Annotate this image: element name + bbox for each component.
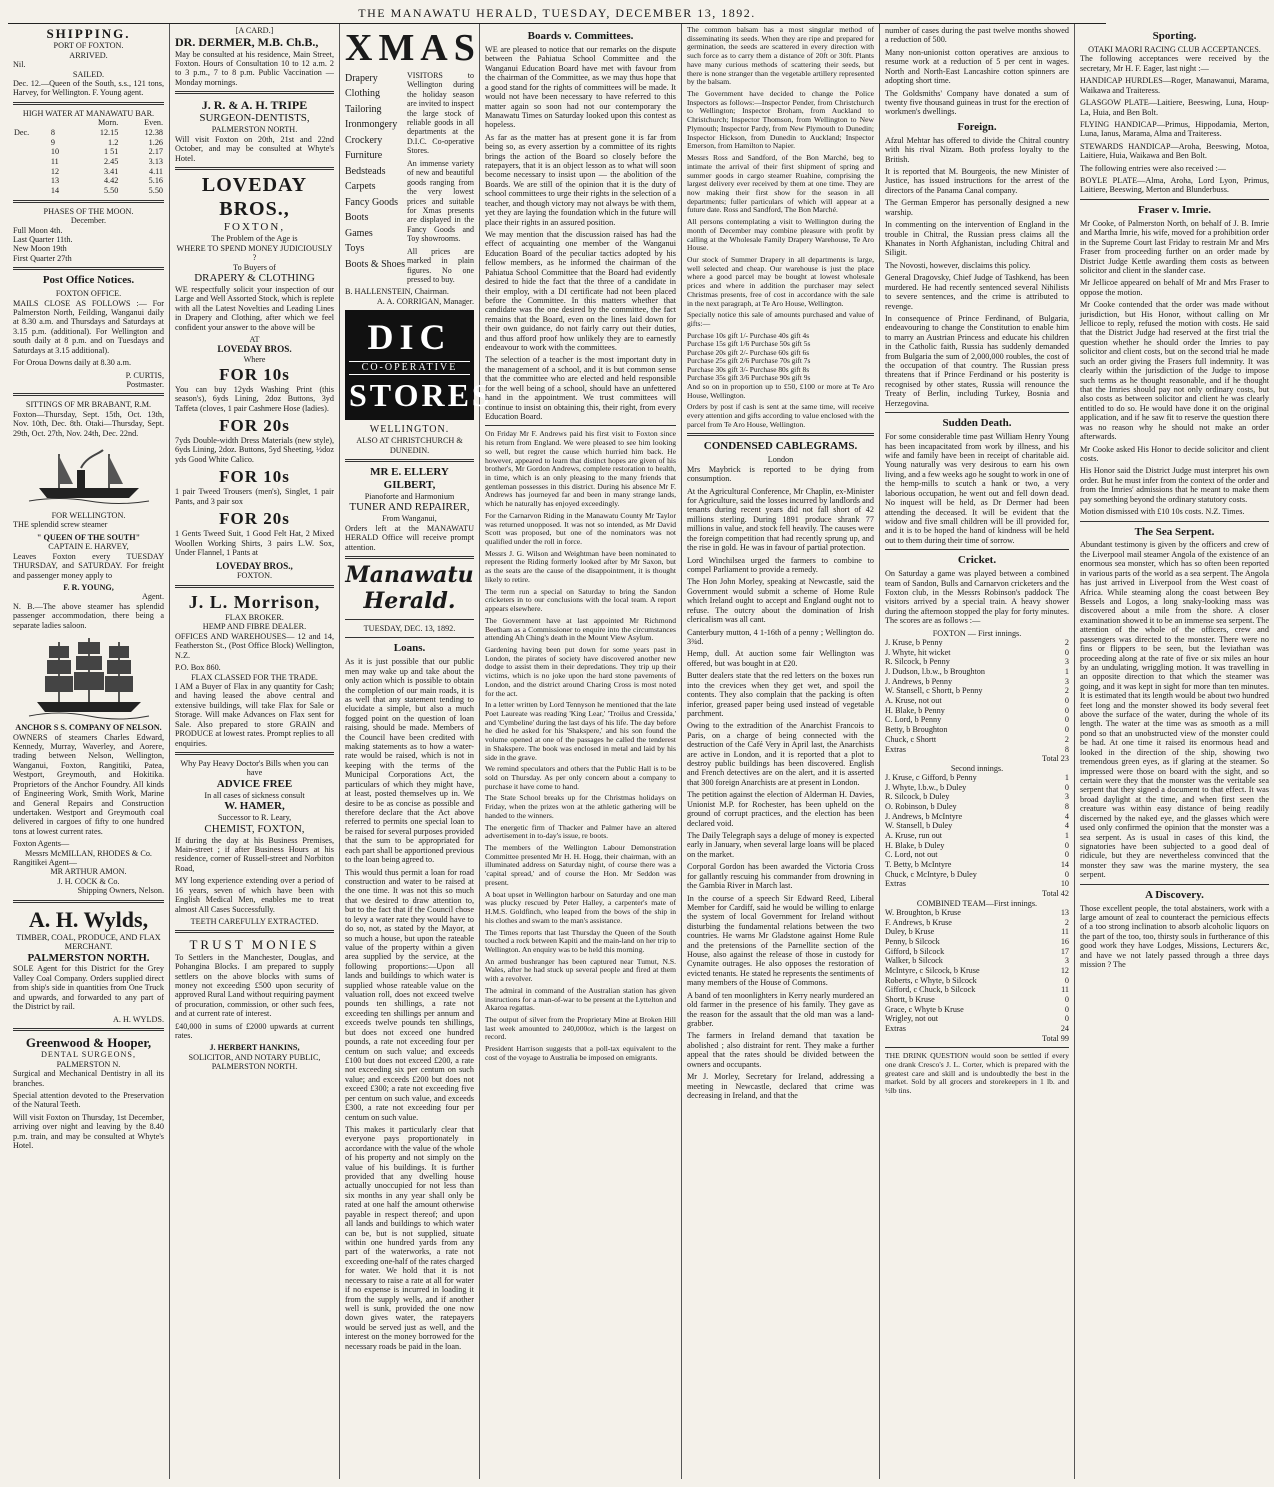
shipping-heading: SHIPPING. bbox=[46, 26, 131, 41]
loveday-to-buyers: To Buyers of bbox=[233, 262, 276, 272]
foreign-p7: In consequence of Prince Ferdinand, of Bulgaria, endeavouring to change the Constitution to enable him to marry an Austrian Princess and educate his children in the Catholic faith, Russia has suddenly demanded from Bulgaria the sum of 2,000,000 roubles, the cost of the occupation of that country. The Russian press threatens that if Prince Ferdinand or his posterity is recognised by other states, Russia will renounce the Treaty of Berlin, including Turkey, Bosnia and Herzegovina. bbox=[885, 313, 1069, 408]
loveday-for-20s: FOR 20s bbox=[219, 416, 290, 436]
loveday-t2: 7yds Double-width Dress Materials (new style), 6yds Lining, 2doz. Buttons, 5yd Sheeting, ½doz yds Good White Calico. bbox=[175, 436, 334, 464]
innings-heading: Second innings. bbox=[950, 763, 1004, 773]
column-6 bbox=[880, 24, 1075, 1479]
purchase-row: Purchase 30s gift 3/- Purchase 80s gift 8s bbox=[687, 364, 810, 374]
loveday-at2: LOVEDAY BROS. bbox=[217, 344, 292, 355]
cable-p5: Canterbury mutton, 4 1-16th of a penny ; Wellington do. 3¾d. bbox=[687, 627, 874, 646]
anchor-sign2: Shipping Owners, Nelson. bbox=[77, 886, 164, 896]
local-news: President Harrison suggests that a poll-tax equivalent to the cost of the voyage to Australia be imposed on emigrants. bbox=[485, 1044, 676, 1062]
cable-p7: Butter dealers state that the red letters on the boxes run into the crevices when they get wet, and spoil the contents. They also complain that the packing is often inferior, greased paper being used instead of vegetable parchment. bbox=[687, 671, 874, 718]
boards-p1: WE are pleased to notice that our remarks on the dispute between the Pahiatua School Committee and the Wanganui Education Board have met with favour from the chairman of the Committee, as we may thus hope that a good stand for the rights of committees will be made. It would not have been necessary to have referred to this matter again so soon had not our contemporary the Manawatu Times on Saturday looked upon this contest as hopeless. bbox=[485, 44, 676, 130]
sittings-text: Foxton—Thursday, Sept. 15th, Oct. 13th, Nov. 10th, Dec. 8th. Otaki—Thursday, Sept. 29th, Oct. 27th, Nov. 24th, Dec. 22nd. bbox=[13, 409, 164, 438]
xmas-sign-manager: A. A. CORRIGAN, Manager. bbox=[376, 296, 474, 306]
sporting-heading: Sporting. bbox=[1152, 30, 1197, 42]
tripe-text: Will visit Foxton on 20th, 21st and 22nd October, and may be consulted at Whyte's Hotel. bbox=[175, 134, 334, 163]
purchase-row: Purchase 35s gift 3/6 Purchase 90s gift 9s bbox=[687, 373, 811, 383]
cricket-p1: On Saturday a game was played between a combined team of Sandon, Bulls and Carnarvon cricketers and the Foxton club, in the Messrs Robinson's paddock The visitors arrived by a special train. A heavy shower during the afternoon stopped the play for forty minutes. The scores are as follows :— bbox=[885, 569, 1069, 626]
shipping-arrived: ARRIVED. bbox=[69, 50, 108, 60]
loveday-drapery: DRAPERY & CLOTHING bbox=[194, 271, 315, 284]
morrison-name: J. L. Morrison, bbox=[188, 591, 321, 612]
herald-title: Manawatu Herald. bbox=[345, 561, 474, 614]
shipping-sailed: SAILED. bbox=[72, 69, 105, 79]
local-news: The admiral in command of the Australian station has given instructions for a man-of-war to be present at the Lyttelton and Akaroa regattas. bbox=[485, 985, 676, 1013]
dic-logo-text: DIC bbox=[367, 317, 452, 358]
cable-p2: At the Agricultural Conference, Mr Chaplin, ex-Minister for Agriculture, said the losses incurred by landlords and tenants during recent years did not fall short of 42 millions sterling. During 1891 produce shrank 77 millions in value, and stock fell heavily. The causes were the foreign competition that had recently sprung up, and the rise in gold. He was in favour of partial protection. bbox=[687, 486, 874, 553]
score-row: Gifford, c Chuck, b Silcock 11 bbox=[885, 985, 1069, 995]
cable-p14: The farmers in Ireland demand that taxation be abolished ; also distraint for rent. They make a further appeal that the rates should be divided between the owners and occupants. bbox=[687, 1031, 874, 1069]
score-row: J. Kruse, c Gifford, b Penny 1 bbox=[885, 773, 1069, 783]
sporting-p4: FLYING HANDICAP—Primus, Hippodamia, Merton, Luna, Ianus, Marama, Alma and Traiteress. bbox=[1080, 119, 1269, 139]
sporting-p2: HANDICAP HURDLES—Roger, Manawanui, Marama, Waikawa and Traiteress. bbox=[1080, 76, 1269, 95]
score-row: C. Lord, b Penny 0 bbox=[885, 715, 1069, 725]
anchor-sign: J. H. COCK & Co. bbox=[57, 876, 120, 886]
drink-ad: THE DRINK QUESTION would soon be settled if every one drank Cresco's J. L. Corter, which is prepared with the greatest care and skill and is undoubtedly the best in the market. Sold by all grocers and storekeepers in 1 lb. and ½lb tins. bbox=[885, 1051, 1069, 1095]
gilbert-name: MR E. ELLERY GILBERT, bbox=[370, 465, 449, 491]
cable-p8: Owing to the extradition of the Anarchist Francois to Paris, on a charge of being connected with the destruction of the Café Very in April last, the Anarchists are active in London, and it is reported that a plot to destroy public buildings has been discovered. English and French detectives are on the alert, and it is asserted that 300 foreign Anarchists are at present in London. bbox=[687, 721, 874, 787]
moon-heading: PHASES OF THE MOON. bbox=[43, 206, 134, 216]
column-1 bbox=[8, 24, 170, 1479]
sittings-heading: SITTINGS OF MR BRABANT, R.M. bbox=[25, 400, 152, 410]
wellington-text1: THE splendid screw steamer bbox=[13, 520, 108, 530]
loveday-name: LOVEDAY BROS., bbox=[201, 174, 308, 220]
xmas-item: Carpets bbox=[345, 181, 376, 193]
score-row: J. Dudson, l.b.w., b Broughton 1 bbox=[885, 667, 1069, 677]
purchase-row: Purchase 10s gift 1/- Purchase 40s gift 4s bbox=[687, 330, 810, 340]
xmas-text1: VISITORS to Wellington during the holiday season are invited to inspect the large stock of reliable goods in all departments at the D.I.C. Co-operative Stores. bbox=[407, 70, 474, 156]
dic-also: ALSO AT CHRISTCHURCH & DUNEDIN. bbox=[356, 436, 463, 455]
local-news: We remind speculators and others that the Public Hall is to be sold on Thursday. As per only concern about a company to purchase it have come to hand. bbox=[485, 764, 676, 791]
wylds-name: A. H. Wylds, bbox=[28, 906, 149, 932]
xmas-item: Drapery bbox=[345, 72, 378, 84]
local-news: The energetic firm of Thacker and Palmer have an altered advertisement in to-day's issue, re boots. bbox=[485, 822, 676, 841]
sea-serpent-p1: Abundant testimony is given by the officers and crew of the Liverpool mail steamer Angola of the existence of an enormous sea monster, which has so often been reported in various parts of the world as a sea serpent. The Angola has just arrived in Liverpool from the West coast of Africa. While steaming along the coast between Bey Bessels and Logos, a long snaky-looking mass was discovered about a mile from the shore. A closer examination showed it to be an immense sea serpent. The attention of the whole of the officers, crew and passengers was directed to the monster. There were no fins or flippers to be seen, but the leviathan was proceeding along at the rate of five or six miles an hour by an undulating, wriggling motion. It was travelling in an opposite direction to that which the steamer was going, and it was kept in sight for more than ten minutes. It is estimated that its length would be about two hundred feet long and the monster showed its body several feet above the surface of the water, during the whole of its length. The water at the time was as smooth as a mill pond so that an unobstructed view of the monster could be had. At one time it raised its enormous head and looked in the direction of the ship, showing two tremendous green eyes, as if glaring at the steamer. So impressed were those on board with the sight, and so certain were they that the monster was the veritable sea serpent that they signed a document to that effect. It was broad daylight at the time, and when first seen the creature was within easy distance of being readily discerned by the naked eye, and the glasses which were used only confirmed the opinion that the monster was a sea serpent. As is usual in cases of this kind, the signatories have been subjected to a good deal of ridicule, but they are nevertheless convinced that the monster they saw was the marine mystery, the sea serpent. bbox=[1080, 540, 1269, 880]
moon-row: Last Quarter 11th. bbox=[13, 234, 73, 244]
wylds-text: SOLE Agent for this District for the Grey Valley Coal Company. Orders supplied direct from ship's side in quantities from One Truck and upwards, and forwarded to any part of the District by rail. bbox=[13, 964, 164, 1012]
tide-row: 9 1.2 1.26 bbox=[50, 137, 163, 147]
xmas-sign-chairman: B. HALLENSTEIN, Chairman. bbox=[345, 287, 449, 297]
tide-col: Even. bbox=[144, 118, 163, 128]
loveday-t3: 1 pair Tweed Trousers (men's), Singlet, 1 pair Pants, and 3 pair sox bbox=[175, 487, 334, 506]
hamer-q: Why Pay Heavy Doctor's Bills when you can have bbox=[180, 758, 329, 778]
xmas-item: Boots & Shoes bbox=[345, 258, 406, 270]
tide-table bbox=[13, 118, 164, 195]
score-row: Betty, b Broughton 0 bbox=[885, 725, 1069, 735]
local-news: On Friday Mr F. Andrews paid his first visit to Foxton since his return from England. We were pleased to see him looking so well, but regret the cause which hurried him back. He however, appeared to learn that distinct hopes are given of his brother's, Mr Gordon Andrews, complete restoration to health, in time, which is an only pleasing to the many friends that gentleman possesses in this district. During his absence Mr F. Andrews has journeyed far and been in many strange lands, which he naturally has enjoyed exceedingly. bbox=[485, 429, 676, 509]
score-row: W. Stansell, b Duley 4 bbox=[885, 821, 1069, 831]
local-news: For the Carnarvon Riding in the Manawatu County Mr Taylor was returned unopposed. It was not so intended, as Mr David Scott was proposed, but one of the nominators was not qualified under the roll in force. bbox=[485, 510, 676, 547]
tide-row: Dec. 8 12.15 12.38 bbox=[14, 127, 163, 137]
foreign-p2: It is reported that M. Bourgeois, the new Minister of Justice, has issued instructions for the arrest of the directors of the Panama Canal company. bbox=[885, 167, 1069, 195]
morrison-box: P.O. Box 860. bbox=[175, 663, 221, 673]
balsam-p2: The Government have decided to change the Police Inspectors as follows:—Inspector Pender, from Christchurch to Wellington; Inspector Broham, from Auckland to Christchurch; Inspector Thomson, from Wellington to New Plymouth; Inspector Pardy, from New Plymouth to Dunedin; Inspector Hickson, from Dunedin to Auckland; Inspector Emerson, from Hamilton to Napier. bbox=[687, 89, 874, 151]
tripe-name: J. R. & A. H. TRIPE bbox=[201, 98, 308, 113]
cable-london: London bbox=[767, 455, 794, 465]
cable-p10: The Daily Telegraph says a deluge of money is expected early in January, when several large loans will be placed on the market. bbox=[687, 830, 874, 859]
wylds-place: PALMERSTON NORTH. bbox=[27, 951, 150, 964]
score-row: J. Whyte, l.b.w., b Duley 0 bbox=[885, 782, 1069, 792]
loans-p3: This makes it particularly clear that everyone pays proportionately in accordance with the value of the whole of his property and not simply on the value of his buildings. It is further provided that any dwelling house actually unoccupied for not less than six months in any year shall only be rated at one half the amount otherwise payable in respect thereof; and upon all lands and buildings to which water can be, but is not supplied, situate within one hundred yards from any part of the waterworks, a rate not exceeding one-half of the rates charged for water. We hold that it is not necessary to raise a rate at all for water if no expense is incurred in loading it from the supply wells, and if another well is sunk, provided the one now down gives water, the ratepayers would be served just as well, and the interest on the money borrowed for the necessary roads be paid in the loan. bbox=[345, 1124, 474, 1351]
xmas-item: Toys bbox=[345, 243, 365, 255]
otaki-heading: OTAKI MAORI RACING CLUB ACCEPTANCES. bbox=[1088, 44, 1261, 54]
loveday-t4: 1 Gents Tweed Suit, 1 Good Felt Hat, 2 Mixed Woollen Working Shirts, 3 pairs L.W. Sox, Under Flannel, 1 Pants at bbox=[175, 529, 334, 558]
shipping-sailed-text: Dec. 12.—Queen of the South, s.s., 121 tons, Harvey, for Wellington. F. Young agent. bbox=[13, 79, 164, 98]
xmas-item: Crockery bbox=[345, 134, 383, 146]
score-row: J. Andrews, b McIntyre 4 bbox=[885, 811, 1069, 821]
purchase-row: Purchase 25s gift 2/6 Purchase 70s gift 7s bbox=[687, 356, 811, 366]
cable-p13: A band of ten moonlighters in Kerry nearly murdered an old farmer in the presence of his family. They gave as the reason for the assault that the old man was a land-grabber. bbox=[687, 990, 874, 1028]
loveday-problem: The Problem of the Age is bbox=[211, 234, 298, 244]
fraser-p4: Mr Cooke asked His Honor to decide solicitor and client costs. bbox=[1080, 444, 1269, 463]
score-row: Penny, b Silcock 16 bbox=[885, 936, 1069, 946]
boards-heading: Boards v. Committees. bbox=[527, 30, 634, 42]
loveday-t1: You can buy 12yds Washing Print (this season's), 6yds Lining, 2doz Buttons, 3yd Taffeta (cloves, 1 pair Cashmere Hose (ladies). bbox=[175, 384, 334, 413]
score-row: A. Kruse, not out 0 bbox=[885, 696, 1069, 706]
score-row: O. Robinson, b Duley 8 bbox=[885, 802, 1069, 812]
score-row: H. Blake, b Penny 0 bbox=[885, 705, 1069, 715]
balsam-p1: The common balsam has a most singular method of disseminating its seeds. When they are ripe and prepared for germination, the seeds are scattered in every direction with such force as to carry them a distance of 20ft or 30ft. Plants have many curious methods of scattering their seeds, but there is none stranger than the vegetable artillery represented by the balsam. bbox=[687, 25, 874, 87]
xmas-item: Tailoring bbox=[345, 103, 382, 115]
greenwood-name: Greenwood & Hooper, bbox=[25, 1035, 152, 1051]
moon-row: Full Moon 4th. bbox=[13, 225, 63, 235]
cable-p1: Mrs Maybrick is reported to be dying from consumption. bbox=[687, 464, 874, 484]
hamer-teeth: TEETH CAREFULLY EXTRACTED. bbox=[190, 916, 319, 926]
loveday-text: WE respectfully solicit your inspection of our Large and Well Assorted Stock, which is replete with all the Latest Novelties and Leading Lines in Drapery and Clothing, after which we feel confident your answer to the above will be bbox=[175, 284, 334, 332]
balsam-p8: Orders by post if cash is sent at the same time, will receive every attention and gifts according to value enclosed with the parcel from Te Aro House, Wellington. bbox=[687, 402, 874, 429]
score-row: R. Silcock, b Penny 3 bbox=[885, 657, 1069, 667]
score-row: Chuck, c McIntyre, b Duley 0 bbox=[885, 869, 1069, 879]
tide-row: 10 1 51 2.17 bbox=[50, 147, 163, 157]
wellington-heading: FOR WELLINGTON. bbox=[51, 511, 126, 521]
local-news: The output of silver from the Proprietary Mine at Broken Hill last week amounted to 240,000oz, which is the largest on record. bbox=[485, 1014, 676, 1042]
foreign-p1: Afzul Mehtar has offered to divide the Chitral country with his rival Nizam. Both profess loyalty to the British. bbox=[885, 135, 1069, 164]
wylds-sign: A. H. WYLDS. bbox=[112, 1014, 164, 1024]
post-heading: Post Office Notices. bbox=[42, 274, 135, 287]
foreign-p3: The German Emperor has personally designed a new warship. bbox=[885, 198, 1069, 217]
score-row: Extras 10 bbox=[885, 879, 1069, 889]
shipping-port: PORT OF FOXTON. bbox=[53, 41, 124, 51]
loveday-sign: LOVEDAY BROS., bbox=[216, 560, 293, 571]
purchase-row: Purchase 20s gift 2/- Purchase 60s gift 6s bbox=[687, 347, 810, 357]
greenwood-text2: Special attention devoted to the Preservation of the Natural Teeth. bbox=[13, 1091, 164, 1110]
local-news: Gardening having been put down for some years past in London, the pirates of society have discovered another new dodge to assist them in their depredations. They trip up their victims, which is no joke upon the hard stone pavements of London, and the district around Charing Cross is most noted for the act. bbox=[485, 644, 676, 698]
anchor-agents-label: Foxton Agents— bbox=[13, 839, 70, 849]
score-row: Duley, b Kruse 11 bbox=[885, 927, 1069, 937]
cable-p11: Corporal Gordon has been awarded the Victoria Cross for gallantly rescuing his commander from drowning in the Gambia River in March last. bbox=[687, 862, 874, 891]
steamer-illustration bbox=[13, 441, 164, 511]
score-row: Chuck, c Shortt 2 bbox=[885, 734, 1069, 744]
post-sign2: Postmaster. bbox=[126, 379, 164, 389]
score-row: W. Stansell, c Shortt, b Penny 2 bbox=[885, 686, 1069, 696]
trust-sign: J. HERBERT HANKINS, bbox=[209, 1043, 300, 1053]
morrison-trade: FLAX BROKER. bbox=[225, 613, 284, 623]
loveday-at: AT bbox=[249, 335, 260, 344]
xmas-item: Clothing bbox=[345, 88, 381, 100]
discovery-p1: Those excellent people, the total abstainers, work with a large amount of zeal to counteract the pernicious effects of a too strong inclination to absorb alcoholic liquors on the part of the too, too, thirsty souls in furtherance of this good work they have Lodges, Missions, Lecturers &c, and have we not lately passed through a three days mission ? The bbox=[1080, 903, 1269, 970]
hamer-text: If during the day at his Business Premises, Main-street ; if after Business Hours at his residence, corner of Russell-street and Norbiton Road, bbox=[175, 835, 334, 873]
loveday-where: Where bbox=[243, 355, 266, 365]
morrison-offices: OFFICES AND WAREHOUSES— 12 and 14, Featherston St., (Post Office Block) Wellington, N.Z. bbox=[175, 631, 334, 660]
innings-heading: COMBINED TEAM—First innings. bbox=[916, 898, 1038, 908]
score-row: Grace, c Whyte b Kruse 0 bbox=[885, 1004, 1069, 1014]
loans-p2: This would thus permit a loan for road construction and water to be raised at the one time. It was not this so much that we desired to draw attention to, but to the fact that if the Council chose to levy a water rate they would have to do so, not, as stated by the Mayor, at so much a house, but upon the rateable value of the property within a given area supplied by the service, at the following proportions:—Upon all lands and buildings to which water is supplied whose rateable value on the valuation roll, does not exceed twelve pounds ten shillings, a rate not exceeding ten shillings per annum and exceeds twelve pounds ten shillings, but does not exceed one hundred pounds, a rate not exceeding four per centum on such value; and exceeds £100 but does not exceed £200, a rate not exceeding six per centum on such value; and exceeds £200 but does not exceed £300; a rate not exceeding five per centum on such value, and exceeds £300, a rate not exceeding four per centum on such value. bbox=[345, 867, 474, 1122]
dic-place: WELLINGTON. bbox=[369, 424, 450, 436]
wellington-nb: N. B.—The above steamer has splendid passenger accommodation, there being a separate ladies saloon. bbox=[13, 601, 164, 630]
gilbert-trade: Pianoforte and Harmonium bbox=[364, 491, 455, 501]
xmas-text3: All prices are marked in plain figures. No one pressed to buy. bbox=[407, 246, 474, 285]
cable-p15: Mr J. Morley, Secretary for Ireland, addressing a meeting in Newcastle, declared that crime was decreasing in Ireland, and that the bbox=[687, 1072, 874, 1100]
tide-heading: HIGH WATER AT MANAWATU BAR. bbox=[22, 108, 155, 118]
score-row: Extras 24 bbox=[885, 1023, 1069, 1033]
cable-p4: The Hon John Morley, speaking at Newcastle, said the Government would submit a scheme of Home Rule which Ireland ought to accept and England ought not to refuse. The outcry about the domination of Irish clericalism was all cant. bbox=[687, 577, 874, 625]
fraser-p1: Mr Cooke, of Palmerston North, on behalf of J. B. Imrie and Martha Imrie, his wife, moved for a prohibition order in the Supreme Court last Friday to restrain Mr and Mrs Fraser from proceeding further on an order made by District Judge Kettle awarding them costs as between solicitor and client in the slander case. bbox=[1080, 218, 1269, 275]
score-row: W. Broughton, b Kruse 13 bbox=[885, 907, 1069, 917]
fraser-p3: Mr Cooke contended that the order was made without jurisdiction, but His Honor, without calling on Mr Jellicoe to reply, refused the motion with costs. He said that the District Judge had reserved at the first trial the question whether he should order the Imries to pay solicitor and client costs, but on the second trial he made such an order giving the Frasers full indemnity. It was clearly within the jurisdiction of the Judge to impose such terms as he thought reasonable, and if he thought that the Imries should pay not only ordinary costs, but also costs as between solicitor and client he was clearly entitled to do so. He would have done it on the original application, and if he saw fit to reserve the question there was no reason why he should not make an order afterwards. bbox=[1080, 300, 1269, 442]
sporting-p7: BOYLE PLATE—Alma, Aroha, Lord Lyon, Primus, Laitiere, Beeswing, Merton and Blunderbuss. bbox=[1080, 176, 1269, 195]
trust-sign2: SOLICITOR, AND NOTARY PUBLIC, bbox=[188, 1052, 321, 1062]
trust-sign3: PALMERSTON NORTH. bbox=[211, 1062, 298, 1072]
cricket-heading: Cricket. bbox=[957, 554, 997, 567]
greenwood-place: PALMERSTON N. bbox=[56, 1059, 121, 1069]
local-news: The Times reports that last Thursday the Queen of the South touched a rock between Kapiti and the main-land on her trip to Wellington. An enquiry was to be held this morning. bbox=[485, 927, 676, 954]
tide-row: 12 3.41 4.11 bbox=[50, 166, 163, 176]
greenwood-trade: DENTAL SURGEONS, bbox=[40, 1050, 137, 1060]
local-news: The State School breaks up for the Christmas holidays on Friday, when the prizes won at the athletic gathering will be handed to the winners. bbox=[485, 793, 676, 820]
post-text: MAILS CLOSE AS FOLLOWS :— For Palmerston North, Feilding, Wanganui daily at 8.30 a.m. and Thursdays and Saturdays at 3.15 p.m. (additional). For Wellington and south daily at 8 p.m. and on Tuesdays and Saturdays at 3.15 additional). bbox=[13, 298, 164, 355]
column-2 bbox=[170, 24, 340, 1479]
hamer-trade: CHEMIST, FOXTON, bbox=[204, 822, 305, 835]
trust-sum: £40,000 in sums of £2000 upwards at current rates. bbox=[175, 1021, 334, 1041]
xmas-item: Ironmongery bbox=[345, 119, 398, 131]
score-total: Total 42 bbox=[1042, 889, 1069, 899]
cable-heading: CONDENSED CABLEGRAMS. bbox=[703, 440, 858, 453]
score-row: J. Whyte, hit wicket 0 bbox=[885, 647, 1069, 657]
score-total: Total 23 bbox=[1042, 754, 1069, 764]
morrison-classed: FLAX CLASSED FOR THE TRADE. bbox=[191, 672, 318, 682]
loveday-sign2: FOXTON. bbox=[236, 571, 273, 581]
sea-serpent-heading: The Sea Serpent. bbox=[1134, 525, 1215, 538]
score-row: R. Silcock, b Duley 3 bbox=[885, 792, 1069, 802]
boards-p2: As far as the matter has at present gone it is far from being so, as every assertion by a committee of its rights brings the action of the Board so closely before the ratepayers, that it is an object lesson as to what will soon become necessary to insist upon — the abolition of the Boards. We are still of the opinion that it is the duty of school committees to urge their rights in the selection of a teacher, and though victory may not always be with them, yet they are laying the foundation which in the future will place their rights in an assured position. bbox=[485, 132, 676, 227]
dermer-text: May be consulted at his residence, Main Street, Foxton. Hours of Consultation 10 to 12 a.m. 2 to 3 p.m., 7 to 8 p.m. Public Vaccination — Monday mornings. bbox=[175, 49, 334, 87]
wellington-ship: " QUEEN OF THE SOUTH" bbox=[36, 532, 141, 542]
score-row: Roberts, c Whyte, b Silcock 0 bbox=[885, 975, 1069, 985]
boards-p3: We may mention that the discussion raised has had the effect of acquainting one member of the Wanganui Education Board of the peculiar tactics adopted by his fellow members, as he informed the chairman of the Pahiatua School Committee that the Board had evidently desired to hide the fact that the three of a candidate in their employ, with a DI certificate had not been placed before the Committee. In this matters whether that candidate was the one desired by the committee, the fact remains that the Board, even on the lines laid down for their own guidance, do not fairly carry out their duties, and thus afford proof how unlikely they are to earnestly endeavour to work with the committees. bbox=[485, 229, 676, 353]
loans-p1: As it is just possible that our public men may wake up and take about the only action which is possible to obtain the completion of our main roads, it is as well that any statement tending to elucidate a simple, but also a much fogged point on the question of loan raising, should be made. Members of the Council have been credited with making statements as to how a water-rate would be raised, which is not in keeping with the terms of the Municipal Corporations Act, the particulars of which they might have, at least, posted themselves up in. We desire to be as concise as possible and therefore declare that the Act above referred to permits one special loan to be raised for several purposes provided that the sum to be appropriated for each part shall be apportioned previous to the loan being agreed to. bbox=[345, 657, 474, 865]
fraser-p6: Motion dismissed with £10 10s costs. N.Z. Times. bbox=[1080, 507, 1245, 517]
hamer-sick: In all cases of sickness consult bbox=[204, 790, 305, 800]
hamer-succ: Successor to R. Leary, bbox=[217, 813, 292, 823]
hamer-text2: MY long experience extending over a period of 16 years, seven of which have been with English Medical Men, enables me to treat almost All Cases Successfully. bbox=[175, 876, 334, 914]
score-row: J. Kruse, b Penny 2 bbox=[885, 638, 1069, 648]
tide-row: 14 5.50 5.50 bbox=[50, 185, 163, 195]
fraser-p5: His Honor said the District Judge must interpret his own order. But he must infer from the context of the order and from the Imries' admissions that he meant to make them pay something beyond the ordinary statutory costs. bbox=[1080, 466, 1269, 504]
fraser-heading: Fraser v. Imrie. bbox=[1137, 203, 1212, 216]
xmas-item: Furniture bbox=[345, 150, 383, 162]
local-news: Messrs J. G. Wilson and Weightman have been nominated to represent the Riding formerly looked after by Mr Saxon, but as the seats are the cause of the disappointment, it is thought likely to retire. bbox=[485, 548, 676, 584]
tide-col: Morn. bbox=[98, 118, 119, 128]
wellington-text2: Leaves Foxton every TUESDAY THURSDAY, and SATURDAY. For freight and passenger money apply to bbox=[13, 551, 164, 580]
dermer-card: [A CARD.] bbox=[235, 26, 274, 35]
dermer-name: DR. DERMER, M.B. Ch.B., bbox=[175, 35, 319, 50]
hamer-name: W. HAMER, bbox=[224, 800, 285, 813]
score-row: J. Andrews, b Penny 3 bbox=[885, 676, 1069, 686]
tripe-place: PALMERSTON NORTH. bbox=[211, 125, 298, 135]
score-row: Wrigley, not out 0 bbox=[885, 1014, 1069, 1024]
foreign-p5: The Novosti, however, disclaims this policy. bbox=[885, 260, 1031, 270]
foreign-heading: Foreign. bbox=[957, 120, 997, 133]
loans-heading: Loans. bbox=[393, 642, 426, 655]
gilbert-from: From Wanganui, bbox=[382, 514, 437, 524]
greenwood-text3: Will visit Foxton on Thursday, 1st December, arriving over night and leaving by the 8.40 p.m. train, and may be consulted at Whyte's Hotel. bbox=[13, 1112, 164, 1151]
score-row: T. Betty, b McIntyre 14 bbox=[885, 860, 1069, 870]
foreign-p6: General Dragovsky, Chief Judge of Tashkend, has been murdered. He had recently sentenced several Nihilists to severe sentences, and the crime is attributed to revenge. bbox=[885, 273, 1069, 311]
moon-row: First Quarter 27th bbox=[13, 253, 72, 263]
foreign-p4: In commenting on the intervention of England in the trouble in Chitral, the Russian press claims all the Khanates in North Afghanistan, including Chitral and Siligit. bbox=[885, 220, 1069, 258]
cable-p9: The petition against the election of Alderman H. Davies, Unionist M.P. for Rochester, has been upheld on the ground of corrupt practices, and the election has been declared void. bbox=[687, 790, 874, 828]
score-row: A. Kruse, run out 1 bbox=[885, 831, 1069, 841]
wylds-trade: TIMBER, COAL, PRODUCE, AND FLAX MERCHANT. bbox=[16, 932, 161, 952]
boards-p4: The selection of a teacher is the most important duty in the management of a school, and it is but common sense that the committee who are elected and held responsible for the well being of a school, should have an unfettered hand in the appointment. We trust committees will continue to insist on obtaining this, their right, from every Education Board. bbox=[485, 355, 676, 421]
wellington-captain: CAPTAIN E. HARVEY, bbox=[48, 542, 129, 552]
balsam-p3: Messrs Ross and Sandford, of the Bon Marché, beg to intimate the arrival of their first shipment of spring and summer goods in cargo steamer Ruahine, comprising the largest delivery ever received by them at one time. They are now making their first show for the season in all departments; fuller particulars of which will appear at a future date. Ross and Sandford, The Bon Marché. bbox=[687, 153, 874, 215]
xmas-title: XMAS bbox=[345, 27, 481, 69]
c6-p2: The Goldsmiths' Company have donated a sum of twenty five thousand guineas in trust for the erection of workmen's dwellings. bbox=[885, 88, 1069, 117]
cable-p6: Hemp, dull. At auction some fair Wellington was offered, but was bought in at £20. bbox=[687, 649, 874, 668]
local-news: A boat upset in Wellington harbour on Saturday and one man was plucky rescued by Peter Halley, a carpenter's mate of H.M.S. Goldfinch, who leaped from the bows of the ship in his clothes and swam to the man's assistance. bbox=[485, 889, 676, 925]
wellington-agent2: Agent. bbox=[141, 592, 164, 602]
balsam-p6: Specially notice this sale of amounts purchased and value of gifts:— bbox=[687, 310, 874, 328]
innings-heading: FOXTON — First innings. bbox=[932, 628, 1022, 638]
dic-logo-sub: CO-OPERATIVE bbox=[349, 361, 470, 375]
post-text2: For Oroua Downs daily at 8.30 a.m. bbox=[13, 358, 132, 368]
tide-row: 11 2.45 3.13 bbox=[50, 156, 163, 166]
c6-p1: Many non-unionist cotton operatives are anxious to resume work at a reduction of 5 per cent in wages. North and North-East Lancashire cotton spinners are adopting short time. bbox=[885, 47, 1069, 86]
discovery-heading: A Discovery. bbox=[1145, 888, 1204, 901]
score-table-3 bbox=[885, 908, 1069, 1034]
wellington-agent: F. R. YOUNG, bbox=[63, 583, 114, 593]
shipping-nil: Nil. bbox=[13, 60, 26, 70]
sporting-p3: GLASGOW PLATE—Laitiere, Beeswing, Luna, Houp-La, Huia, and Ben Bolt. bbox=[1080, 98, 1269, 117]
moon-row: New Moon 19th bbox=[13, 244, 67, 254]
cable-p12: In the course of a speech Sir Edward Reed, Liberal Member for Cardiff, said he would be willing to enlarge the system of local Government for Ireland without disturbing the fundamental relations between the two countries. He warns Mr Gladstone against Home Rule and the pretensions of the Parnellite section of the House, also against the release of those in custody for Cynamite outrages. He also opposes the restoration of evicted tenants. He stated he represents the sentiments of many members of the House of Commons. bbox=[687, 893, 874, 988]
gilbert-text: Orders left at the MANAWATU HERALD Office will receive prompt attention. bbox=[345, 523, 474, 552]
column-7 bbox=[1075, 24, 1274, 1479]
column-4 bbox=[480, 24, 682, 1479]
sporting-p1: The following acceptances were received by the secretary, Mr H. F. Eager, last night :— bbox=[1080, 54, 1269, 73]
xmas-item: Games bbox=[345, 227, 373, 239]
post-sign: P. CURTIS, bbox=[125, 370, 164, 380]
dic-logo-stores: STORES bbox=[349, 376, 493, 413]
local-news: In a letter written by Lord Tennyson he mentioned that the late Poet Laureate was reading 'King Lear,' 'Troilus and Cressida,' and 'Cymbeline' during the last days of his life. The day before he died he asked for his 'Shakspere,' and his son found the volume opened at one of the passages he called the tenderest in Shakspere. The book was enclosed in metal and laid by his side in the grave. bbox=[485, 700, 676, 762]
loveday-q: WHERE TO SPEND MONEY JUDICIOUSLY ? bbox=[176, 243, 333, 263]
balsam-p7: And so on in proportion up to £50, £100 or more at Te Aro House, Wellington. bbox=[687, 381, 874, 400]
xmas-items bbox=[345, 71, 407, 288]
post-sub: FOXTON OFFICE. bbox=[55, 289, 122, 299]
local-news: The members of the Wellington Labour Demonstration Committee presented Mr H. H. Hogg, their chairman, with an illuminated address on Saturday night, of course there was a 'capital spread,' and of course the Hon. Mr Seddon was present. bbox=[485, 843, 676, 887]
score-row: Walker, b Silcock 3 bbox=[885, 956, 1069, 966]
column-5 bbox=[682, 24, 880, 1479]
column-3 bbox=[340, 24, 493, 1479]
sporting-p6: The following entries were also received :— bbox=[1080, 163, 1226, 173]
xmas-item: Fancy Goods bbox=[345, 196, 399, 208]
xmas-text2: An immense variety of new and beautiful goods ranging from the very lowest prices and suitable for Xmas presents are displayed in the Fancy Goods and Toy showrooms. bbox=[407, 158, 474, 244]
gilbert-trade2: TUNER AND REPAIRER, bbox=[349, 501, 470, 514]
purchase-row: Purchase 15s gift 1/6 Purchase 50s gift 5s bbox=[687, 339, 811, 349]
local-news: An armed bushranger has been captured near Tumut, N.S. Wales, after he had stuck up several people and fired at them with a revolver. bbox=[485, 956, 676, 984]
xmas-item: Bedsteads bbox=[345, 165, 386, 177]
local-news: The Government have at last appointed Mr Richmond Beetham as a Commissioner to enquire into the circumstances attending Ah Ching's death in the Mount View Asylum. bbox=[485, 615, 676, 643]
trust-text: To Settlers in the Manchester, Douglas, and Pohangina Blocks. I am prepared to supply settlers on the above blocks with sums of money not exceeding £500 upon security of approved Rural Land without requiring payment of procuration, commission, or other such fees, and at current rate of interest. bbox=[175, 952, 334, 1019]
score-row: C. Lord, not out 0 bbox=[885, 850, 1069, 860]
hamer-advice: ADVICE FREE bbox=[216, 777, 293, 790]
score-row: F. Andrews, b Kruse 2 bbox=[885, 917, 1069, 927]
loveday-for-20s-men: FOR 20s bbox=[219, 509, 290, 529]
anchor-heading: ANCHOR S S. COMPANY OF NELSON. bbox=[15, 723, 162, 733]
c6-p0: number of cases during the past twelve months showed a reduction of 500. bbox=[885, 26, 1069, 45]
anchor-agents: Messrs McMILLAN, RHODES & Co. bbox=[25, 848, 152, 858]
anchor-text: OWNERS of steamers Charles Edward, Kennedy, Murray, Waverley, and Aorere, trading between Nelson, Wellington, Wanganui, Foxton, Rangitiki, Patea, Westport, Greymouth, and Hokitika. Proprietors of the Anchor Foundry. All kinds of Engineering Work, Smith Work, Marine and General Repairs and Construction undertaken. Westport and Greymouth coal delivered in cargoes of fifty to one hundred tons at lowest current rates. bbox=[13, 732, 164, 836]
balsam-p4: All persons contemplating a visit to Wellington during the month of December may combine pleasure with profit by calling at the Wholesale Family Drapery Warehouse, Te Aro House. bbox=[687, 217, 874, 253]
anchor-rangitikei: Rangitikei Agent— bbox=[13, 858, 77, 868]
morrison-text: I AM a Buyer of Flax in any quantity for Cash; and having leased the above central and extensive buildings, will take Flax for Sale or Storage. Will make Advances on Flax sent for Sale. Also prepared to store GRAIN and PRODUCE at lowest rates. Prompt replies to all enquiries. bbox=[175, 682, 334, 748]
morrison-trade2: HEMP AND FIBRE DEALER. bbox=[202, 622, 307, 632]
trust-heading: TRUST MONIES bbox=[189, 937, 320, 953]
dic-logo bbox=[345, 310, 493, 420]
loveday-for-10s: FOR 10s bbox=[219, 364, 290, 384]
score-total: Total 99 bbox=[1042, 1033, 1069, 1043]
cable-p3: Lord Winchilsea urged the farmers to combine to compel Parliament to provide a remedy. bbox=[687, 555, 874, 575]
loveday-for-10s-men: FOR 10s bbox=[219, 467, 290, 487]
herald-date: TUESDAY, DEC. 13, 1892. bbox=[363, 623, 456, 633]
xmas-item: Boots bbox=[345, 212, 369, 224]
score-table-1 bbox=[885, 638, 1069, 754]
tide-row: 13 4.42 5.16 bbox=[50, 176, 163, 186]
score-row: H. Blake, b Duley 0 bbox=[885, 840, 1069, 850]
sailing-ship-illustration bbox=[13, 633, 164, 723]
fraser-p2: Mr Jellicoe appeared on behalf of Mr and Mrs Fraser to oppose the motion. bbox=[1080, 278, 1269, 297]
moon-month: December. bbox=[70, 216, 107, 226]
score-row: Extras 8 bbox=[885, 744, 1069, 754]
sudden-p1: For some considerable time past William Henry Young has been incapacitated from work by illness, and his wife and family have been in receipt of charitable aid. Young naturally was very desirous to earn his own living, and a few weeks ago he sought to work in one of the hemp-mills to scutch a hank or two, a very laborious occupation, he went out and fell down dead. No inquest will be held, as Dr Dermer had been attending the deceased. It will be evident that the widow and five small children will be ill provided for, and it is to be hoped the hand of kindness will be held out to them during their time of sorrow. bbox=[885, 432, 1069, 545]
anchor-rangitikei-name: MR ARTHUR AMON. bbox=[50, 867, 127, 877]
score-table-2 bbox=[885, 773, 1069, 889]
loveday-place: FOXTON, bbox=[223, 221, 286, 234]
sporting-p5: STEWARDS HANDICAP—Aroha, Beeswing, Motoa, Laitiere, Huia, Waikawa and Ben Bolt. bbox=[1080, 141, 1269, 161]
score-row: Gifford, b Silcock 17 bbox=[885, 946, 1069, 956]
greenwood-text1: Surgical and Mechanical Dentistry in all its branches. bbox=[13, 1069, 164, 1088]
balsam-p5: Our stock of Summer Drapery in all departments is large, well selected and cheap. Our warehouse is just the place where a good parcel may be bought at lowest wholesale prices and where in addition the purchaser may select Christmas presents, free of cost in accordance with the sale in the next paragraph, at Te Aro House, Wellington. bbox=[687, 254, 874, 308]
tripe-trade: SURGEON-DENTISTS, bbox=[199, 112, 310, 125]
score-row: McIntyre, c Silcock, b Kruse 12 bbox=[885, 965, 1069, 975]
local-news: The term run a special on Saturday to bring the Sandon cricketers in to our conclusions with the local team. A report appears elsewhere. bbox=[485, 586, 676, 614]
sudden-heading: Sudden Death. bbox=[942, 417, 1012, 430]
score-row: Shortt, b Kruse 0 bbox=[885, 994, 1069, 1004]
masthead: THE MANAWATU HERALD, TUESDAY, DECEMBER 13, 1892. bbox=[8, 6, 1106, 24]
